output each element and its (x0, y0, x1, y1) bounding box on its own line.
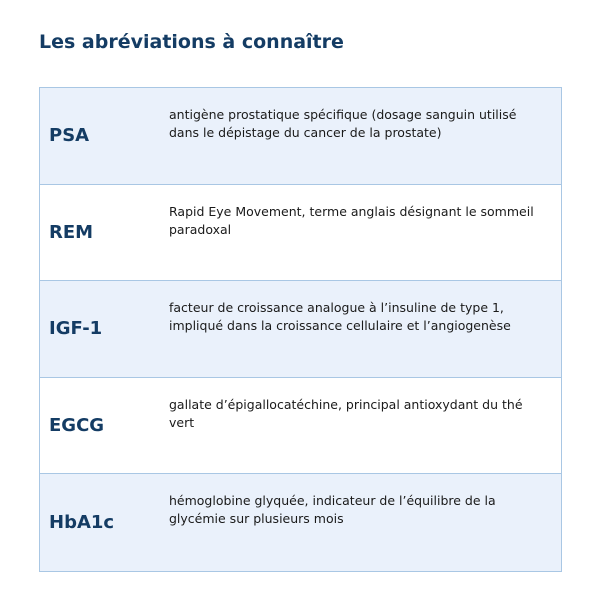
abbreviation-term: HbA1c (49, 512, 115, 534)
table-row (40, 281, 561, 378)
table-row (40, 378, 561, 475)
abbreviation-definition: Rapid Eye Movement, terme anglais désignant le sommeil paradoxal (169, 203, 534, 237)
abbreviation-term: EGCG (49, 415, 105, 437)
abbreviation-term: REM (49, 221, 94, 243)
table-row (40, 185, 561, 282)
abbreviation-definition: antigène prostatique spécifique (dosage sanguin utilisé dans le dépistage du cancer de la prostate) (169, 107, 517, 140)
abbreviation-definition: gallate d’épigallocatéchine, principal antioxydant du thé vert (169, 396, 523, 430)
abbreviation-term: PSA (49, 125, 90, 147)
abbreviation-definition: hémoglobine glyquée, indicateur de l’équilibre de la glycémie sur plusieurs mois (169, 493, 496, 527)
abbreviation-term: IGF-1 (49, 318, 103, 340)
abbreviations-table (39, 87, 562, 572)
abbreviation-definition: facteur de croissance analogue à l’insuline de type 1, impliqué dans la croissance cellulaire et l’angiogenèse (169, 300, 511, 334)
page-title: Les abréviations à connaître (39, 31, 344, 53)
table-row (40, 88, 561, 185)
table-row (40, 474, 561, 571)
